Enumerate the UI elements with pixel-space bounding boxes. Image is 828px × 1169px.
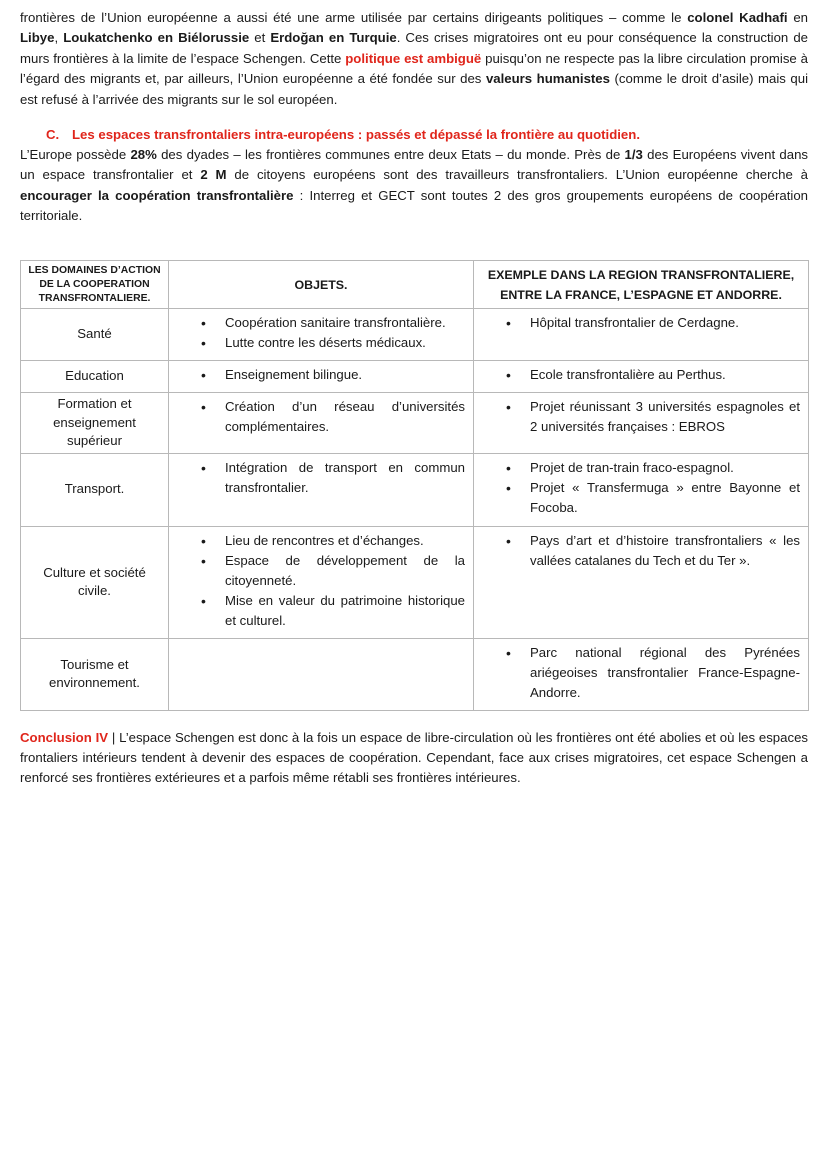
list-item: • Lutte contre les déserts médicaux. [169, 333, 465, 353]
table-header-row [21, 261, 809, 309]
domain-cell: Education [21, 361, 169, 393]
bold-text: Loukatchenko en Biélorussie [63, 30, 250, 46]
header-examples: EXEMPLE DANS LA REGION TRANSFRONTALIERE, ENTRE LA FRANCE, L’ESPAGNE ET ANDORRE. [474, 261, 809, 309]
table-row [21, 361, 809, 393]
list-item: • Ecole transfrontalière au Perthus. [474, 365, 800, 385]
text: . Ces crises migratoires ont eu pour conséquence la construction de murs frontières à la limite de l’espace Schengen. Cette [20, 30, 808, 66]
cooperation-table [20, 260, 809, 711]
list-item: • Coopération sanitaire transfrontalière. [169, 313, 465, 333]
intro-paragraph [20, 8, 808, 110]
list-item: • Parc national régional des Pyrénées ariégeoises transfrontalier France-Espagne-Andorre. [474, 643, 800, 704]
text: et [249, 30, 271, 46]
table-row [21, 638, 809, 710]
list-item: • Lieu de rencontres et d’échanges. [169, 531, 465, 551]
examples-list [474, 527, 808, 575]
table-row [21, 526, 809, 638]
objects-list [169, 309, 473, 357]
bold-text: Erdoğan en Turquie [270, 30, 397, 46]
text: puisqu’on ne respecte pas la libre circulation promise à l’égard des migrants et, par ailleurs, l’Union européenne a été fondée sur des [20, 50, 808, 87]
conclusion-text: L’espace Schengen est donc à la fois un espace de libre-circulation où les frontières ont été abolies et où les espaces frontaliers intérieurs tendent à devenir des espaces de coopération. Cependant, face aux crises migratoires, cet espace Schengen a renforcé ses frontières extérieures et a parfois même rétabli ses frontières intérieures. [20, 730, 808, 786]
objects-list [169, 361, 473, 389]
examples-list [474, 309, 808, 337]
list-item: • Pays d’art et d’histoire transfrontaliers « les vallées catalanes du Tech et du Ter ». [474, 531, 800, 571]
text: des Européens vivent dans un espace transfrontalier et [20, 147, 808, 183]
paragraph-2 [20, 145, 808, 227]
bold-text: 28% [130, 147, 157, 163]
text: L’Europe possède [20, 147, 131, 163]
document-page [20, 8, 808, 227]
separator: | [108, 730, 120, 745]
text: en [787, 10, 808, 25]
examples-cell [474, 453, 809, 526]
domain-cell: Santé [21, 309, 169, 361]
examples-list [474, 393, 808, 441]
objects-cell [169, 638, 474, 710]
examples-cell [474, 526, 809, 638]
text: : Interreg et GECT sont toutes 2 des gros groupements européens de coopération territoriale. [20, 187, 808, 224]
list-item: • Mise en valeur du patrimoine historique et culturel. [169, 591, 465, 631]
section-heading [46, 125, 808, 145]
text: frontières de l’Union européenne a aussi été une arme utilisée par certains dirigeants politiques – comme le [20, 10, 688, 25]
list-item: • Espace de développement de la citoyenneté. [169, 551, 465, 591]
examples-list [474, 454, 808, 523]
objects-cell [169, 361, 474, 393]
examples-list [474, 639, 808, 708]
examples-cell [474, 361, 809, 393]
objects-cell [169, 393, 474, 454]
objects-list [169, 527, 473, 636]
objects-list [169, 454, 473, 502]
bold-text: Libye [20, 30, 55, 46]
objects-cell [169, 526, 474, 638]
list-item: • Création d’un réseau d’universités complémentaires. [169, 397, 465, 437]
objects-cell [169, 309, 474, 361]
domain-cell: Tourisme et environnement. [21, 638, 169, 710]
header-domains: LES DOMAINES D’ACTION DE LA COOPERATION TRANSFRONTALIERE. [21, 261, 169, 309]
examples-cell [474, 393, 809, 454]
examples-cell [474, 309, 809, 361]
section-title: Les espaces transfrontaliers intra-européens : passés et dépassé la frontière au quotidien. [72, 127, 640, 143]
text: des dyades – les frontières communes entre deux Etats – du monde. Près de [156, 147, 625, 163]
bold-text: 1/3 [624, 147, 643, 163]
list-item: • Hôpital transfrontalier de Cerdagne. [474, 313, 800, 333]
list-item: • Enseignement bilingue. [169, 365, 465, 385]
list-item: • Projet de tran-train fraco-espagnol. [474, 458, 800, 478]
bold-text: encourager la coopération transfrontalière [20, 187, 294, 203]
bold-text: 2 M [200, 167, 227, 183]
domain-cell: Formation et enseignement supérieur [21, 393, 169, 454]
table-row [21, 309, 809, 361]
conclusion-label: Conclusion IV [20, 730, 109, 745]
text: (comme le droit d’asile) mais qui est refusé à l’arrivée des migrants sur le sol européen. [20, 71, 809, 107]
list-item: • Projet réunissant 3 universités espagnoles et 2 universités françaises : EBROS [474, 397, 800, 437]
table-row [21, 453, 809, 526]
examples-list [474, 361, 808, 389]
text: , [54, 30, 64, 46]
list-item: • Intégration de transport en commun transfrontalier. [169, 458, 465, 498]
examples-cell [474, 638, 809, 710]
text: de citoyens européens sont des travailleurs transfrontaliers. L’Union européenne cherche à [226, 167, 809, 183]
table-row [21, 393, 809, 454]
section-letter: C. [46, 127, 60, 143]
domain-cell: Transport. [21, 453, 169, 526]
bold-text: colonel Kadhafi [687, 10, 788, 25]
header-objects: OBJETS. [169, 261, 474, 309]
bold-text: valeurs humanistes [485, 71, 610, 87]
conclusion-paragraph [20, 728, 808, 789]
highlight-text: politique est ambiguë [345, 50, 482, 66]
domain-cell: Culture et société civile. [21, 526, 169, 638]
list-item: • Projet « Transfermuga » entre Bayonne et Focoba. [474, 478, 800, 518]
objects-cell [169, 453, 474, 526]
objects-list [169, 393, 473, 441]
